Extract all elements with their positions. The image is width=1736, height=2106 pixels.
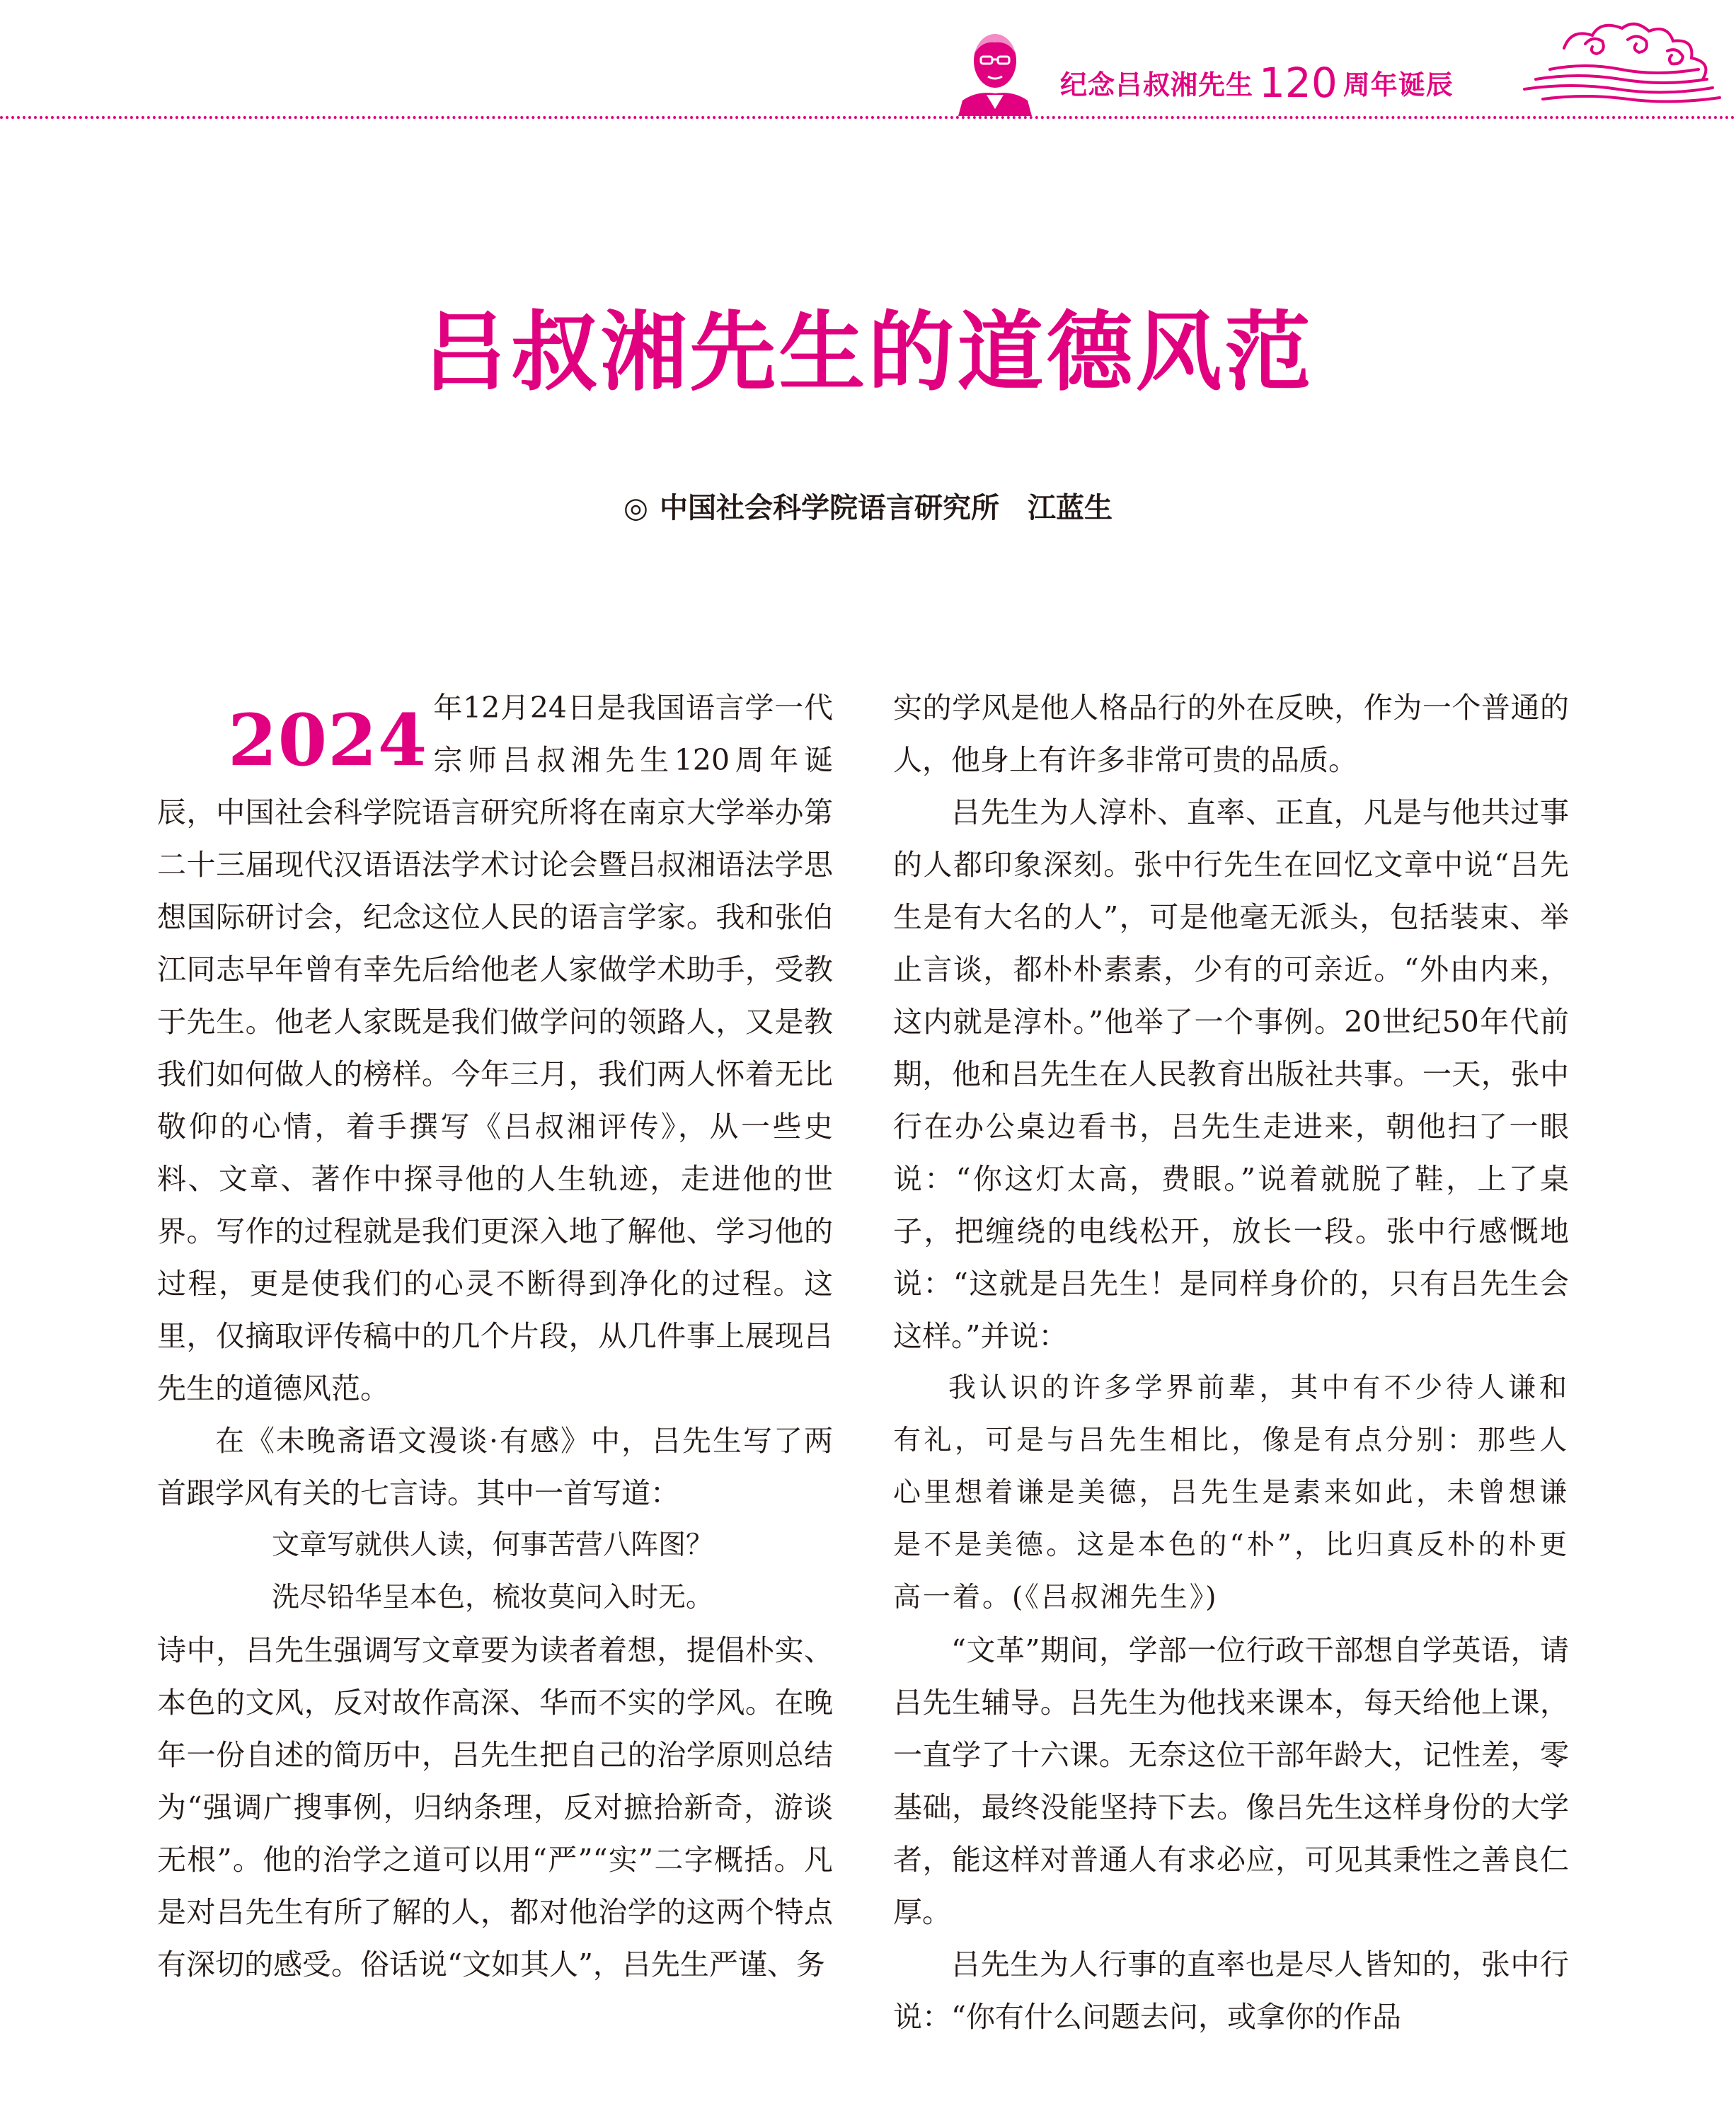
series-title-suffix: 周年诞辰 — [1343, 69, 1454, 100]
verse-line: 洗尽铅华呈本色，梳妆莫问入时无。 — [272, 1582, 714, 1613]
affiliation: 中国社会科学院语言研究所 — [659, 492, 999, 524]
running-header — [0, 0, 1736, 124]
drop-cap-year: 2024 — [228, 698, 428, 782]
paragraph-opening-text: 年12月24日是我国语言学一代宗师吕叔湘先生120周年诞辰，中国社会科学院语言研究所将在南京大学举办第二十三届现代汉语语法学术讨论会暨吕叔湘语法学思想国际研讨会，纪念这位人民的语言学家。我和张伯江同志早年曾有幸先后给他老人家做学术助手，受教于先生。他老人家既是我们做学问的领路人，又是教我们如何做人的榜样。今年三月，我们两人怀着无比敬仰的心情，着手撰写《吕叔湘评传》，从一些史料、文章、著作中探寻他的人生轨迹，走进他的世界。写作的过程就是我们更深入地了解他、学习他的过程，更是使我们的心灵不断得到净化的过程。这里，仅摘取评传稿中的几个片段，从几件事上展现吕先生的道德风范。 — [157, 691, 833, 1405]
paragraph: 吕先生为人行事的直率也是尽人皆知的，张中行说：“你有什么问题去问，或拿你的作品 — [893, 1947, 1569, 2034]
series-title-number: 120 — [1259, 59, 1338, 107]
paragraph-continued: 实的学风是他人格品行的外在反映，作为一个普通的人，他身上有许多非常可贵的品质。 — [893, 691, 1569, 777]
article-title: 吕叔湘先生的道德风范 — [422, 302, 1314, 403]
series-title-prefix: 纪念吕叔湘先生 — [1060, 69, 1254, 100]
paragraph-opening — [157, 681, 833, 1415]
left-column — [157, 681, 833, 1991]
verse-line: 文章写就供人读，何事苦营八阵图？ — [272, 1529, 714, 1561]
block-quote: 我认识的许多学界前辈，其中有不少待人谦和有礼，可是与吕先生相比，像是有点分别：那些人心里想着谦是美德，吕先生是素来如此，未曾想谦是不是美德。这是本色的“朴”，比归真反朴的朴更高一着。(《吕叔湘先生》) — [893, 1372, 1569, 1613]
paragraph: 吕先生为人淳朴、直率、正直，凡是与他共过事的人都印象深刻。张中行先生在回忆文章中说“吕先生是有大名的人”，可是他毫无派头，包括装束、举止言谈，都朴朴素素，少有的可亲近。“外由内来，这内就是淳朴。”他举了一个事例。20世纪50年代前期，他和吕先生在人民教育出版社共事。一天，张中行在办公桌边看书，吕先生走进来，朝他扫了一眼说：“你这灯太高，费眼。”说着就脱了鞋，上了桌子，把缠绕的电线松开，放长一段。张中行感慨地说：“这就是吕先生！是同样身价的，只有吕先生会这样。”并说： — [893, 795, 1569, 1353]
right-column — [893, 681, 1569, 2043]
portrait-icon — [955, 21, 1035, 116]
auspicious-cloud-icon — [1522, 20, 1727, 113]
author-name: 江蓝生 — [1027, 492, 1113, 524]
header-dotted-rule — [0, 116, 1736, 119]
byline — [0, 487, 1736, 529]
paragraph: 在《未晚斋语文漫谈·有感》中，吕先生写了两首跟学风有关的七言诗。其中一首写道： — [157, 1424, 833, 1510]
paragraph: 诗中，吕先生强调写文章要为读者着想，提倡朴实、本色的文风，反对故作高深、华而不实的学风。在晚年一份自述的简历中，吕先生把自己的治学原则总结为“强调广搜事例，归纳条理，反对摭拾新奇，游谈无根”。他的治学之道可以用“严”“实”二字概括。凡是对吕先生有所了解的人，都对他治学的这两个特点有深切的感受。俗话说“文如其人”，吕先生严谨、务 — [157, 1633, 833, 1981]
byline-symbol: ◎ — [623, 492, 648, 524]
paragraph: “文革”期间，学部一位行政干部想自学英语，请吕先生辅导。吕先生为他找来课本，每天给他上课，一直学了十六课。无奈这位干部年龄大，记性差，零基础，最终没能坚持下去。像吕先生这样身份的大学者，能这样对普通人有求必应，可见其秉性之善良仁厚。 — [893, 1633, 1569, 1929]
series-title — [1060, 58, 1454, 108]
